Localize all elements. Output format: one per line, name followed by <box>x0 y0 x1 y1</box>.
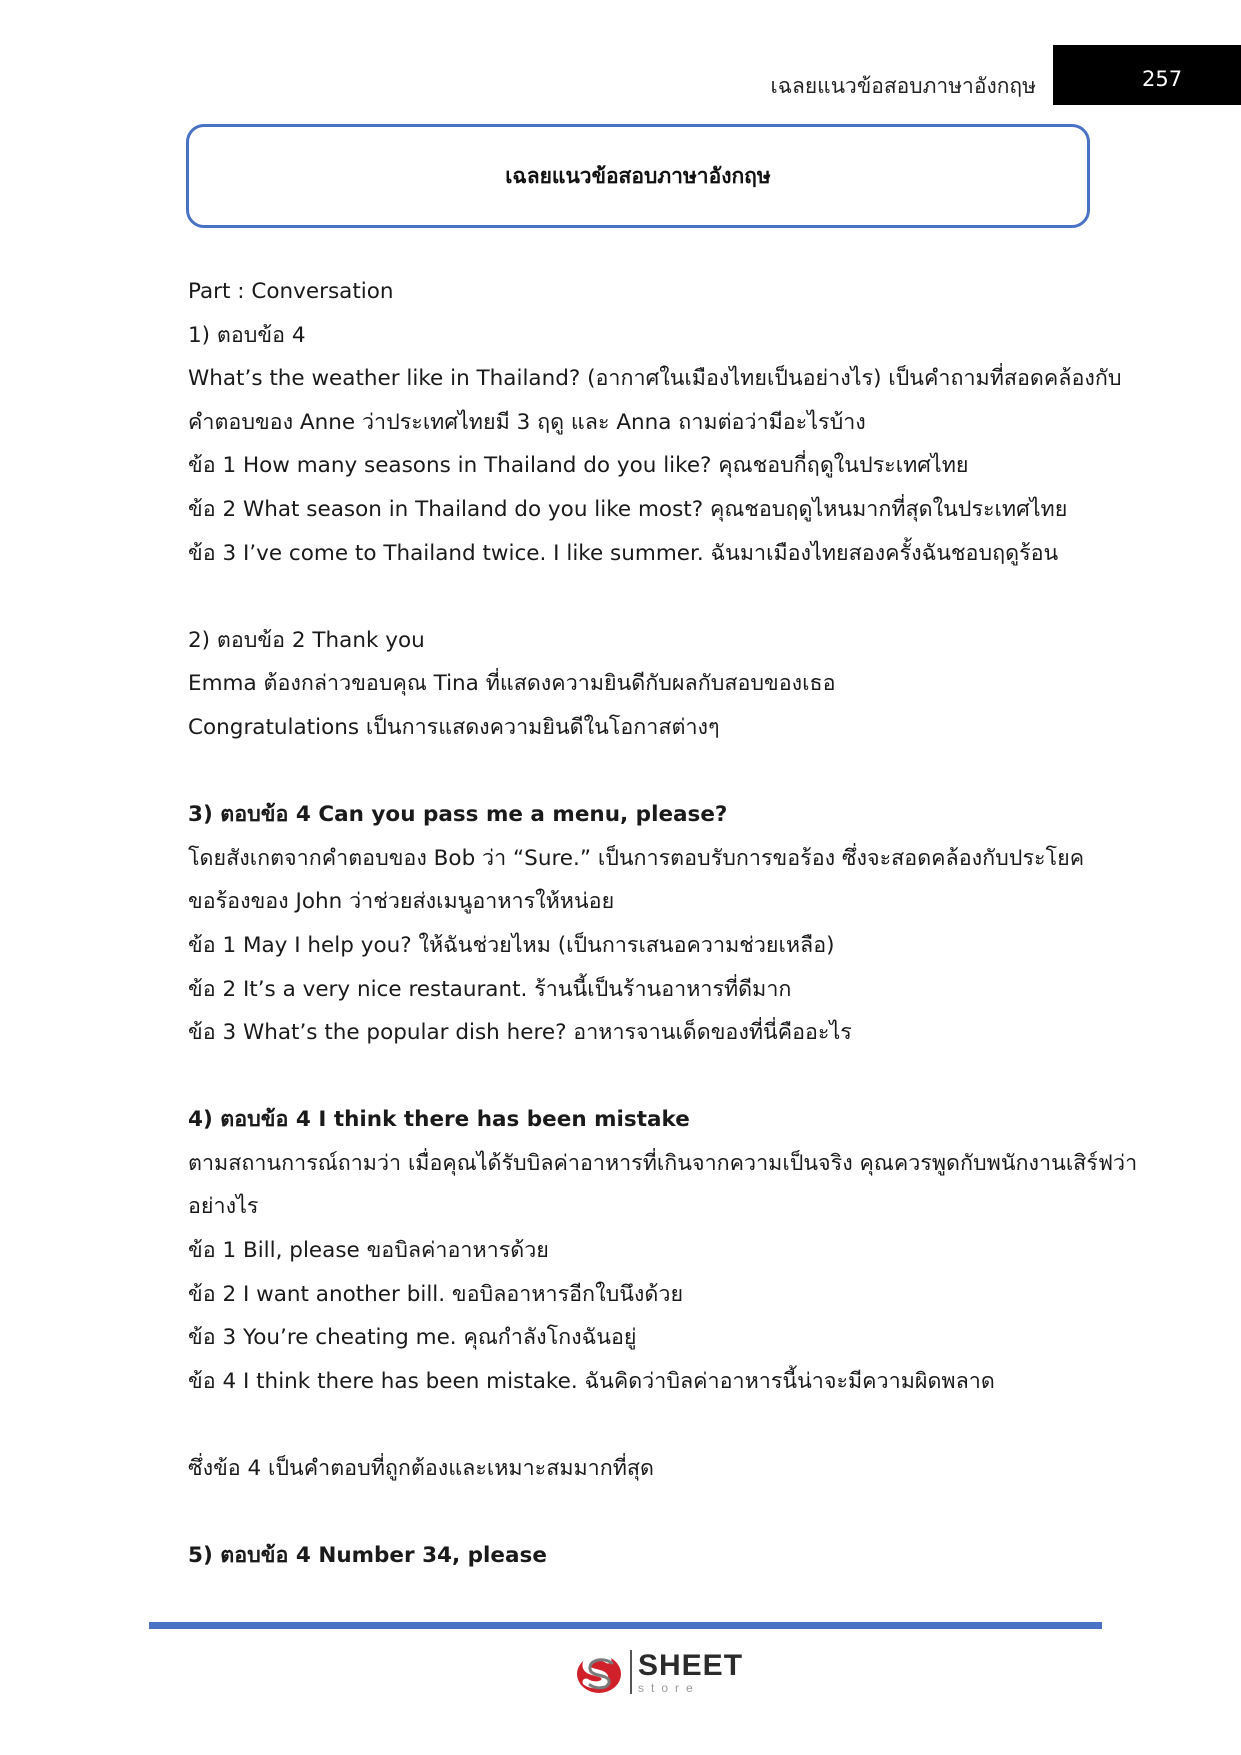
footer-divider <box>149 1622 1102 1629</box>
blank-line <box>188 1403 1108 1447</box>
text-line: ข้อ 3 You’re cheating me. คุณกำลังโกงฉันอยู่ <box>188 1325 637 1351</box>
text-line: ข้อ 1 Bill, please ขอบิลค่าอาหารด้วย <box>188 1238 549 1264</box>
text-line: ตามสถานการณ์ถามว่า เมื่อคุณได้รับบิลค่าอาหารที่เกินจากความเป็นจริง คุณควรพูดกับพนักงานเสิร์ฟว่า <box>188 1150 1138 1176</box>
title-box <box>186 124 1090 228</box>
logo-sheet-text: SHEET <box>638 1648 744 1682</box>
sheet-store-s-icon <box>574 1647 624 1697</box>
text-line: Congratulations เป็นการแสดงความยินดีในโอกาสต่างๆ <box>188 714 720 740</box>
document-title: เฉลยแนวข้อสอบภาษาอังกฤษ <box>505 163 771 188</box>
text-line: อย่างไร <box>188 1194 259 1220</box>
sheet-store-logo <box>574 1646 743 1698</box>
text-line: ข้อ 1 May I help you? ให้ฉันช่วยไหม (เป็นการเสนอความช่วยเหลือ) <box>188 932 835 958</box>
blank-line <box>188 750 1108 794</box>
text-line: ข้อ 2 It’s a very nice restaurant. ร้านนี้เป็นร้านอาหารที่ดีมาก <box>188 976 792 1002</box>
text-line: คำตอบของ Anne ว่าประเทศไทยมี 3 ฤดู และ Anna ถามต่อว่ามีอะไรบ้าง <box>188 409 866 435</box>
running-header-title: เฉลยแนวข้อสอบภาษาอังกฤษ <box>770 74 1036 98</box>
text-line: 1) ตอบข้อ 4 <box>188 322 306 348</box>
page-number-box <box>1053 45 1241 105</box>
text-line: ข้อ 2 What season in Thailand do you like most? คุณชอบฤดูไหนมากที่สุดในประเทศไทย <box>188 496 1068 522</box>
text-line: ขอร้องของ John ว่าช่วยส่งเมนูอาหารให้หน่อย <box>188 889 615 915</box>
text-line: Part : Conversation <box>188 279 394 304</box>
blank-line <box>188 1491 1108 1535</box>
page-number: 257 <box>1142 67 1183 91</box>
text-line: 4) ตอบข้อ 4 I think there has been mistake <box>188 1107 690 1133</box>
text-line: ข้อ 4 I think there has been mistake. ฉันคิดว่าบิลค่าอาหารนี้น่าจะมีความผิดพลาด <box>188 1368 995 1394</box>
text-line: โดยสังเกตจากคำตอบของ Bob ว่า “Sure.” เป็นการตอบรับการขอร้อง ซึ่งจะสอดคล้องกับประโยค <box>188 845 1085 871</box>
text-line: Emma ต้องกล่าวขอบคุณ Tina ที่แสดงความยินดีกับผลกับสอบของเธอ <box>188 671 836 697</box>
text-line: ข้อ 3 What’s the popular dish here? อาหารจานเด็ดของที่นี่คืออะไร <box>188 1020 852 1046</box>
text-line: 2) ตอบข้อ 2 Thank you <box>188 627 425 653</box>
blank-line <box>188 575 1108 619</box>
text-line: ข้อ 2 I want another bill. ขอบิลอาหารอีกใบนึงด้วย <box>188 1281 684 1307</box>
text-line: ข้อ 3 I’ve come to Thailand twice. I like summer. ฉันมาเมืองไทยสองครั้งฉันชอบฤดูร้อน <box>188 540 1059 566</box>
text-line: What’s the weather like in Thailand? (อากาศในเมืองไทยเป็นอย่างไร) เป็นคำถามที่สอดคล้องกับ <box>188 366 1122 392</box>
text-line: 3) ตอบข้อ 4 Can you pass me a menu, please? <box>188 802 728 828</box>
logo-separator <box>630 1650 632 1694</box>
answer-key-content <box>188 270 1138 1578</box>
blank-line <box>188 1055 1108 1099</box>
text-line: ซึ่งข้อ 4 เป็นคำตอบที่ถูกต้องและเหมาะสมมากที่สุด <box>188 1456 655 1482</box>
text-line: 5) ตอบข้อ 4 Number 34, please <box>188 1543 547 1569</box>
text-line: ข้อ 1 How many seasons in Thailand do you like? คุณชอบกี่ฤดูในประเทศไทย <box>188 453 969 479</box>
logo-store-text: store <box>638 1680 700 1695</box>
logo-wordmark <box>638 1648 744 1695</box>
